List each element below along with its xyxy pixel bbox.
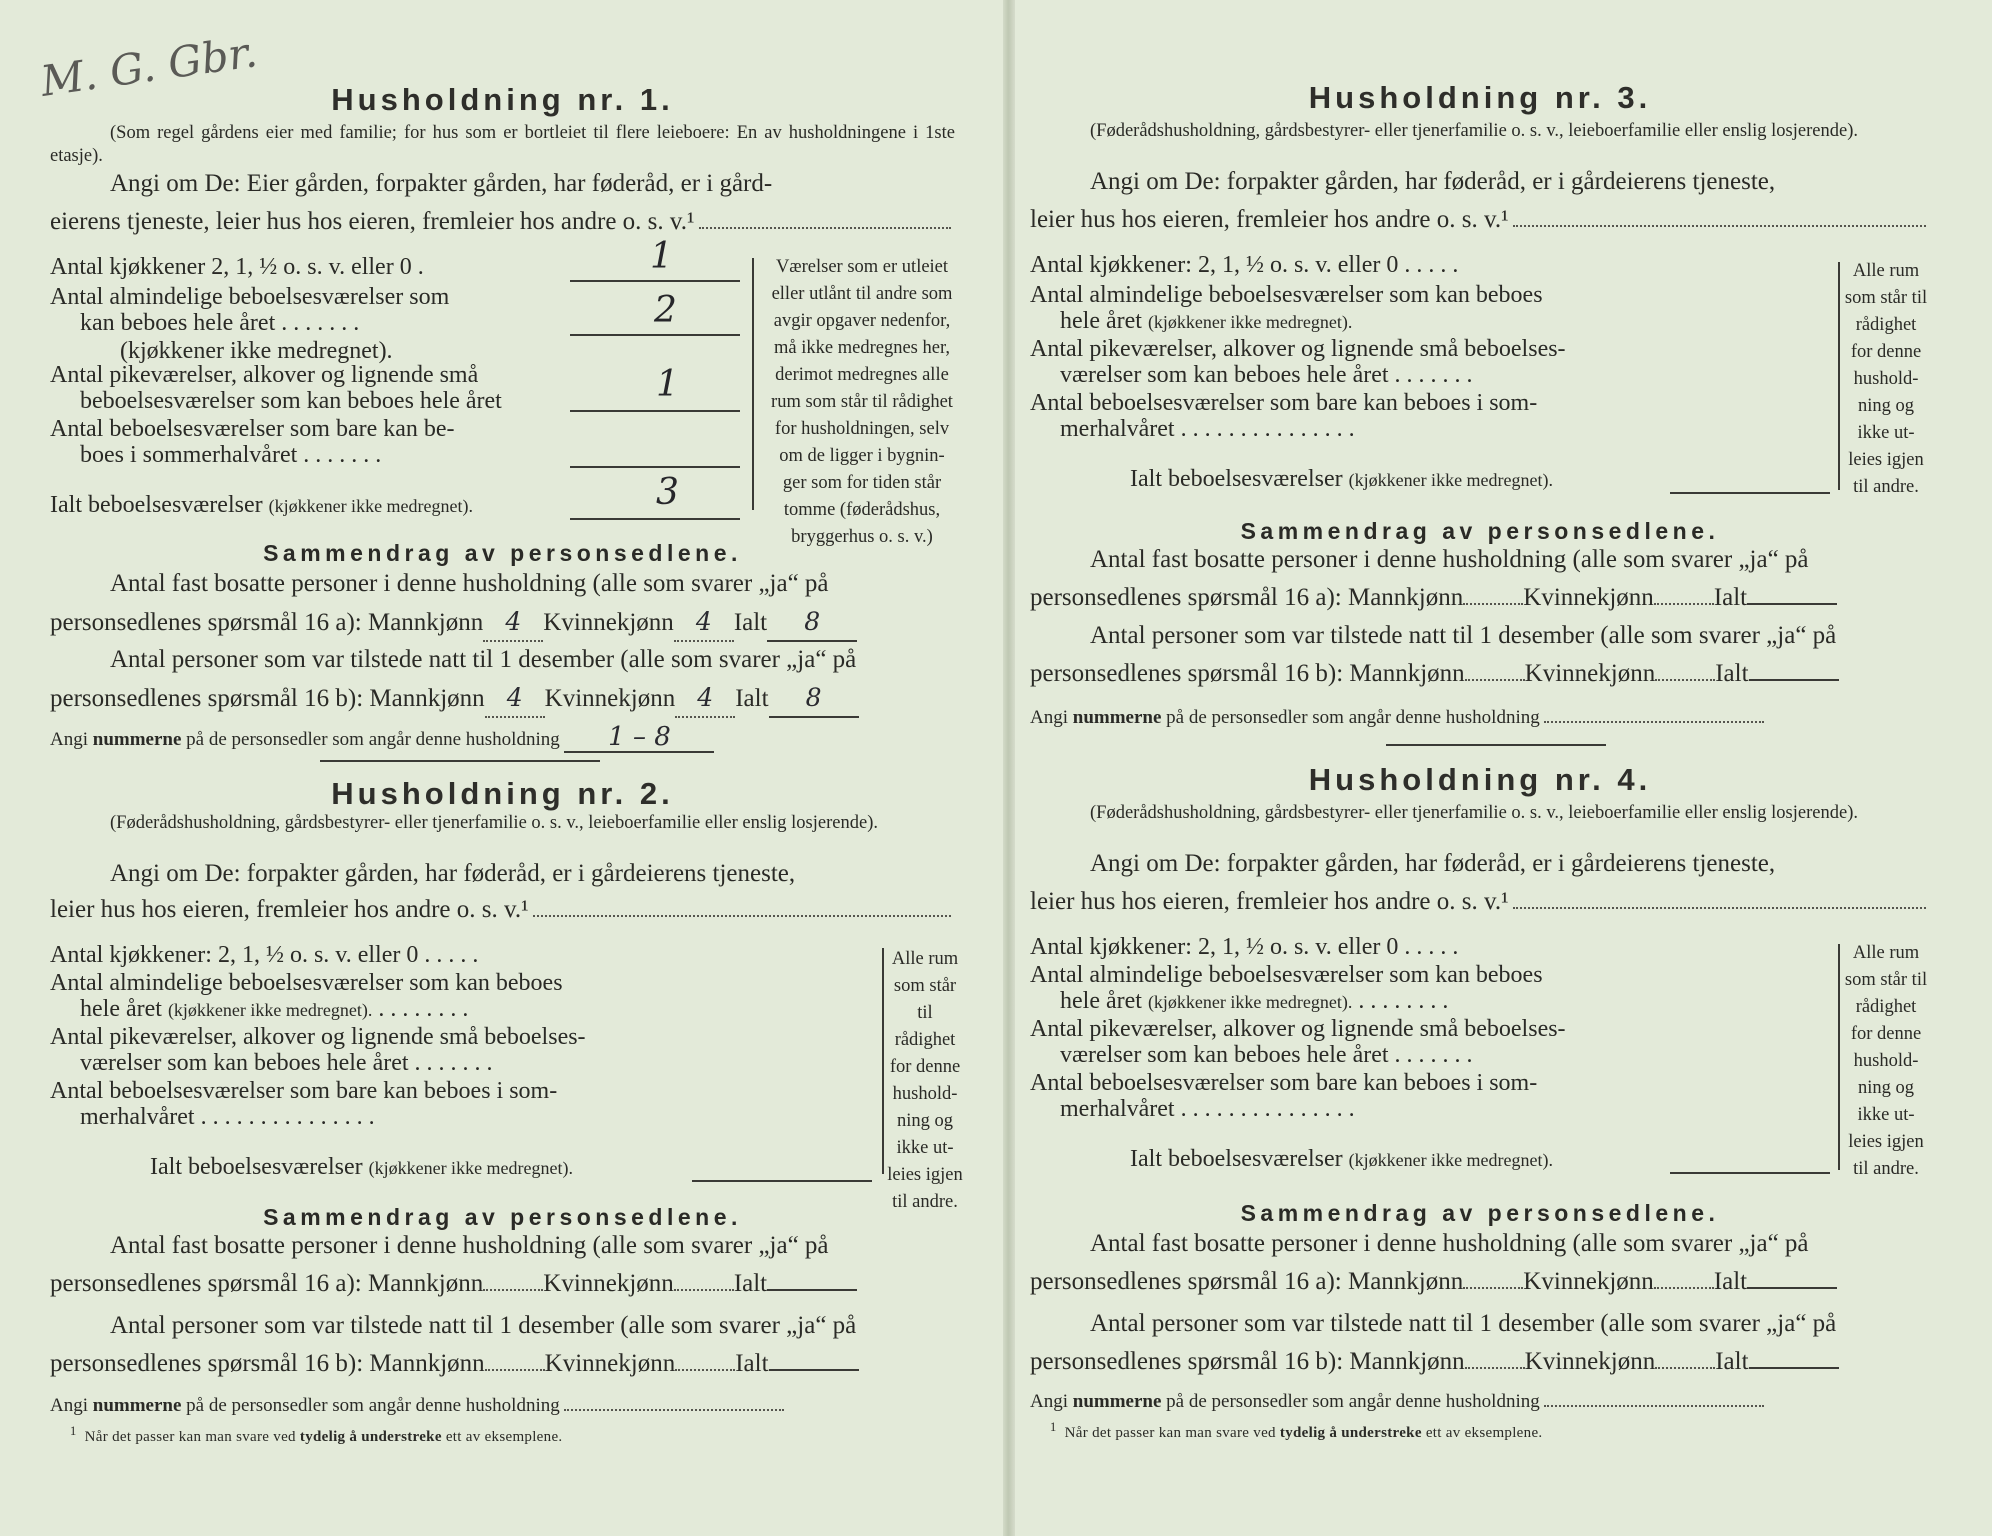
household-1-b-ialt-answer[interactable]: 8 — [769, 680, 859, 718]
household-4-note: (Føderådshusholdning, gårdsbestyrer- eller tjenerfamilie o. s. v., leieboerfamilie eller enslig losjerende). — [1090, 803, 1858, 823]
household-1-sommer-label-2: boes i sommerhalvåret . . . . . . . — [80, 442, 382, 468]
household-3-s2-line-1: Antal personer som var tilstede natt til 1 desember (alle som svarer „ja“ på — [1090, 622, 1837, 649]
household-4-s1-line-2: personsedlenes spørsmål 16 a): Mannkjønn Kvinnekjønn Ialt — [1030, 1264, 1930, 1300]
household-2-a-ialt-field[interactable] — [767, 1289, 857, 1291]
household-3-nummerne-field[interactable] — [1544, 721, 1764, 723]
household-1-ialt-answer: 3 — [656, 472, 679, 513]
left-footnote: $^1$ Når det passer kan man svare ved tydelig å understreke ett av eksemplene. — [70, 1424, 563, 1445]
household-4-b-mann-field[interactable] — [1465, 1367, 1525, 1369]
household-1-nummerne-line: Angi nummerne på de personsedler som angår denne husholdning 1 – 8 — [50, 724, 714, 753]
household-3-kjokkener-label: Antal kjøkkener: 2, 1, ½ o. s. v. eller 0 . . . . . — [1030, 252, 1459, 278]
household-2-ialt-label: Ialt beboelsesværelser (kjøkkener ikke medregnet). — [150, 1154, 574, 1180]
household-3-sommer-label-1: Antal beboelsesværelser som bare kan beboes i som- — [1030, 390, 1538, 416]
household-3-a-kvinne-field[interactable] — [1654, 603, 1714, 605]
household-3-pike-label-1: Antal pikeværelser, alkover og lignende små beboelses- — [1030, 336, 1566, 362]
household-1-alm-answer: 2 — [654, 290, 677, 331]
household-4-angi-line-1: Angi om De: forpakter gården, har føderåd, er i gårdeierens tjeneste, — [1090, 850, 1776, 877]
household-1-alm-label-1: Antal almindelige beboelsesværelser som — [50, 284, 450, 310]
household-4-pike-label-2: værelser som kan beboes hele året . . . . . . . — [1060, 1042, 1473, 1068]
household-4-b-kvinne-field[interactable] — [1655, 1367, 1715, 1369]
household-2-side-note: Alle rum som står til rådighet for denne hushold- ning og ikke ut- leies igjen til andre. — [887, 949, 963, 1212]
household-1-s2-line-2: personsedlenes spørsmål 16 b): Mannkjønn 4 Kvinnekjønn 4 Ialt 8 — [50, 680, 955, 716]
household-2-s1-line-2: personsedlenes spørsmål 16 a): Mannkjønn Kvinnekjønn Ialt — [50, 1266, 955, 1302]
household-3-title: Husholdning nr. 3. — [1308, 80, 1652, 115]
household-2-alm-label-2: hele året (kjøkkener ikke medregnet). . . . . . . . . — [80, 996, 469, 1022]
household-4-kjokkener-label: Antal kjøkkener: 2, 1, ½ o. s. v. eller 0 . . . . . — [1030, 934, 1459, 960]
household-1-sommer-label-1: Antal beboelsesværelser som bare kan be- — [50, 416, 455, 442]
household-1-angi-line-2: eierens tjeneste, leier hus hos eieren, fremleier hos andre o. s. v.¹ — [50, 204, 955, 240]
household-1-a-ialt-answer[interactable]: 8 — [767, 604, 857, 642]
household-1-title: Husholdning nr. 1. — [331, 82, 674, 117]
household-1-a-kvinne-answer[interactable]: 4 — [674, 604, 734, 642]
household-2-ialt-field[interactable] — [692, 1180, 872, 1182]
household-4-nummerne-line: Angi nummerne på de personsedler som angår denne husholdning — [1030, 1388, 1764, 1415]
household-3-sommer-label-2: merhalvåret . . . . . . . . . . . . . . . — [1060, 416, 1355, 442]
household-1-pike-label-2: beboelsesværelser som kan beboes hele året — [80, 388, 502, 414]
household-1-pike-field[interactable] — [570, 410, 740, 412]
household-4-brace-rule — [1838, 944, 1840, 1170]
household-2-pike-label-2: værelser som kan beboes hele året . . . . . . . — [80, 1050, 493, 1076]
household-1-ialt-label: Ialt beboelsesværelser (kjøkkener ikke medregnet). — [50, 492, 474, 518]
household-3-ialt-label: Ialt beboelsesværelser (kjøkkener ikke medregnet). — [1130, 466, 1554, 492]
household-4-sommer-label-2: merhalvåret . . . . . . . . . . . . . . . — [1060, 1096, 1355, 1122]
corner-handwritten-note: M. G. Gbr. — [37, 27, 261, 106]
household-2-b-kvinne-field[interactable] — [675, 1369, 735, 1371]
household-4-a-ialt-field[interactable] — [1747, 1287, 1837, 1289]
household-1 — [50, 0, 955, 700]
household-1-summary-title: Sammendrag av personsedlene. — [263, 540, 742, 566]
household-4-angi-line-2: leier hus hos eieren, fremleier hos andre o. s. v.¹ — [1030, 884, 1930, 920]
household-1-b-kvinne-answer[interactable]: 4 — [675, 680, 735, 718]
household-2-kjokkener-label: Antal kjøkkener: 2, 1, ½ o. s. v. eller 0 . . . . . — [50, 942, 479, 968]
household-1-pike-label-1: Antal pikeværelser, alkover og lignende små — [50, 362, 479, 388]
right-page — [1030, 0, 1930, 1536]
household-3-a-mann-field[interactable] — [1463, 603, 1523, 605]
household-4-pike-label-1: Antal pikeværelser, alkover og lignende små beboelses- — [1030, 1016, 1566, 1042]
household-1-angi-line-1: Angi om De: Eier gården, forpakter gården, har føderåd, er i gård- — [110, 170, 773, 197]
household-2-summary-title: Sammendrag av personsedlene. — [263, 1204, 742, 1230]
household-4-summary-title: Sammendrag av personsedlene. — [1240, 1200, 1720, 1226]
household-4-alm-label-2: hele året (kjøkkener ikke medregnet). . . . . . . . . — [1060, 988, 1449, 1014]
household-2-title: Husholdning nr. 2. — [331, 776, 674, 811]
household-3-alm-label-2: hele året (kjøkkener ikke medregnet). — [1060, 308, 1353, 334]
household-3-brace-rule — [1838, 262, 1840, 490]
left-page — [50, 0, 963, 1536]
household-3-end-rule — [1386, 744, 1606, 746]
household-1-kjokkener-answer: 1 — [650, 236, 673, 277]
household-2-nummerne-line: Angi nummerne på de personsedler som angår denne husholdning — [50, 1392, 784, 1419]
household-2-brace-rule — [882, 948, 884, 1174]
household-4-sommer-label-1: Antal beboelsesværelser som bare kan beboes i som- — [1030, 1070, 1538, 1096]
household-4-ialt-field[interactable] — [1670, 1172, 1830, 1174]
household-1-alm-label-3: (kjøkkener ikke medregnet). — [120, 338, 393, 364]
household-1-alm-field[interactable] — [570, 334, 740, 336]
household-4-s2-line-2: personsedlenes spørsmål 16 b): Mannkjønn Kvinnekjønn Ialt — [1030, 1344, 1930, 1380]
household-2-s2-line-2: personsedlenes spørsmål 16 b): Mannkjønn Kvinnekjønn Ialt — [50, 1346, 955, 1382]
household-1-end-rule — [320, 760, 600, 762]
household-1-sommer-field[interactable] — [570, 466, 740, 468]
household-1-a-mann-answer[interactable]: 4 — [483, 604, 543, 642]
household-1-brace-rule — [752, 258, 754, 510]
household-1-pike-answer: 1 — [656, 364, 679, 405]
household-3-ialt-field[interactable] — [1670, 492, 1830, 494]
household-1-nummerne-answer[interactable]: 1 – 8 — [564, 724, 714, 753]
household-3-s1-line-2: personsedlenes spørsmål 16 a): Mannkjønn Kvinnekjønn Ialt — [1030, 580, 1930, 616]
household-3-a-ialt-field[interactable] — [1747, 603, 1837, 605]
household-2-angi-line-2: leier hus hos eieren, fremleier hos andre o. s. v.¹ — [50, 892, 955, 928]
household-2-b-ialt-field[interactable] — [769, 1369, 859, 1371]
household-3-s1-line-1: Antal fast bosatte personer i denne husholdning (alle som svarer „ja“ på — [1090, 546, 1809, 573]
household-3-b-kvinne-field[interactable] — [1655, 679, 1715, 681]
household-2-sommer-label-2: merhalvåret . . . . . . . . . . . . . . . — [80, 1104, 375, 1130]
household-4-s2-line-1: Antal personer som var tilstede natt til 1 desember (alle som svarer „ja“ på — [1090, 1310, 1837, 1337]
household-2-alm-label-1: Antal almindelige beboelsesværelser som kan beboes — [50, 970, 563, 996]
household-1-s2-line-1: Antal personer som var tilstede natt til 1 desember (alle som svarer „ja“ på — [110, 646, 857, 673]
household-3-summary-title: Sammendrag av personsedlene. — [1240, 518, 1720, 544]
household-3-b-ialt-field[interactable] — [1749, 679, 1839, 681]
household-4-nummerne-field[interactable] — [1544, 1405, 1764, 1407]
household-4-alm-label-1: Antal almindelige beboelsesværelser som kan beboes — [1030, 962, 1543, 988]
household-1-kjokkener-label: Antal kjøkkener 2, 1, ½ o. s. v. eller 0 . — [50, 254, 424, 280]
household-2-sommer-label-1: Antal beboelsesværelser som bare kan beboes i som- — [50, 1078, 558, 1104]
household-3-angi-line-1: Angi om De: forpakter gården, har føderåd, er i gårdeierens tjeneste, — [1090, 168, 1776, 195]
page-fold — [1003, 0, 1015, 1536]
household-4-a-mann-field[interactable] — [1463, 1287, 1523, 1289]
household-1-b-mann-answer[interactable]: 4 — [485, 680, 545, 718]
household-3-note: (Føderådshusholdning, gårdsbestyrer- eller tjenerfamilie o. s. v., leieboerfamilie eller enslig losjerende). — [1090, 121, 1858, 141]
household-2-a-mann-field[interactable] — [483, 1289, 543, 1291]
household-4-side-note: Alle rum som står til rådighet for denne hushold- ning og ikke ut- leies igjen til andre. — [1844, 943, 1928, 1179]
household-1-alm-label-2: kan beboes hele året . . . . . . . — [80, 310, 360, 336]
household-3-s2-line-2: personsedlenes spørsmål 16 b): Mannkjønn Kvinnekjønn Ialt — [1030, 656, 1930, 692]
household-2-s2-line-1: Antal personer som var tilstede natt til 1 desember (alle som svarer „ja“ på — [110, 1312, 857, 1339]
household-1-s1-line-1: Antal fast bosatte personer i denne husholdning (alle som svarer „ja“ på — [110, 570, 829, 597]
household-1-note: (Som regel gårdens eier med familie; for hus som er bortleiet til flere leieboere: En av husholdningene i 1ste etasje). — [50, 123, 955, 166]
household-2-a-kvinne-field[interactable] — [674, 1289, 734, 1291]
household-4-a-kvinne-field[interactable] — [1654, 1287, 1714, 1289]
household-2-note: (Føderådshusholdning, gårdsbestyrer- eller tjenerfamilie o. s. v., leieboerfamilie eller enslig losjerende). — [110, 813, 878, 833]
household-3-alm-label-1: Antal almindelige beboelsesværelser som kan beboes — [1030, 282, 1543, 308]
household-4-title: Husholdning nr. 4. — [1308, 762, 1652, 797]
household-4-b-ialt-field[interactable] — [1749, 1367, 1839, 1369]
household-2-angi-line-1: Angi om De: forpakter gården, har føderåd, er i gårdeierens tjeneste, — [110, 860, 796, 887]
household-2-pike-label-1: Antal pikeværelser, alkover og lignende små beboelses- — [50, 1024, 586, 1050]
right-footnote: $^1$ Når det passer kan man svare ved tydelig å understreke ett av eksemplene. — [1050, 1420, 1543, 1441]
household-1-kjokkener-field[interactable] — [570, 280, 740, 282]
household-1-s1-line-2: personsedlenes spørsmål 16 a): Mannkjønn 4 Kvinnekjønn 4 Ialt 8 — [50, 604, 955, 640]
household-3-b-mann-field[interactable] — [1465, 679, 1525, 681]
household-3-nummerne-line: Angi nummerne på de personsedler som angår denne husholdning — [1030, 704, 1764, 731]
household-1-ialt-field[interactable] — [570, 518, 740, 520]
household-3-angi-line-2: leier hus hos eieren, fremleier hos andre o. s. v.¹ — [1030, 202, 1930, 238]
household-2-nummerne-field[interactable] — [564, 1409, 784, 1411]
household-2-b-mann-field[interactable] — [485, 1369, 545, 1371]
household-4-ialt-label: Ialt beboelsesværelser (kjøkkener ikke medregnet). — [1130, 1146, 1554, 1172]
household-3-side-note: Alle rum som står til rådighet for denne hushold- ning og ikke ut- leies igjen til andre. — [1844, 261, 1928, 497]
household-4-s1-line-1: Antal fast bosatte personer i denne husholdning (alle som svarer „ja“ på — [1090, 1230, 1809, 1257]
household-1-side-note: Værelser som er utleiet eller utlånt til andre som avgir opgaver nedenfor, må ikke medregnes her, derimot medregnes alle rum som står til rådighet for husholdningen, selv om de ligger i bygnin- ger som for tiden står tomme (føderådshus, bryggerhus o. s. v.) — [771, 257, 953, 547]
household-2-s1-line-1: Antal fast bosatte personer i denne husholdning (alle som svarer „ja“ på — [110, 1232, 829, 1259]
household-3-pike-label-2: værelser som kan beboes hele året . . . . . . . — [1060, 362, 1473, 388]
